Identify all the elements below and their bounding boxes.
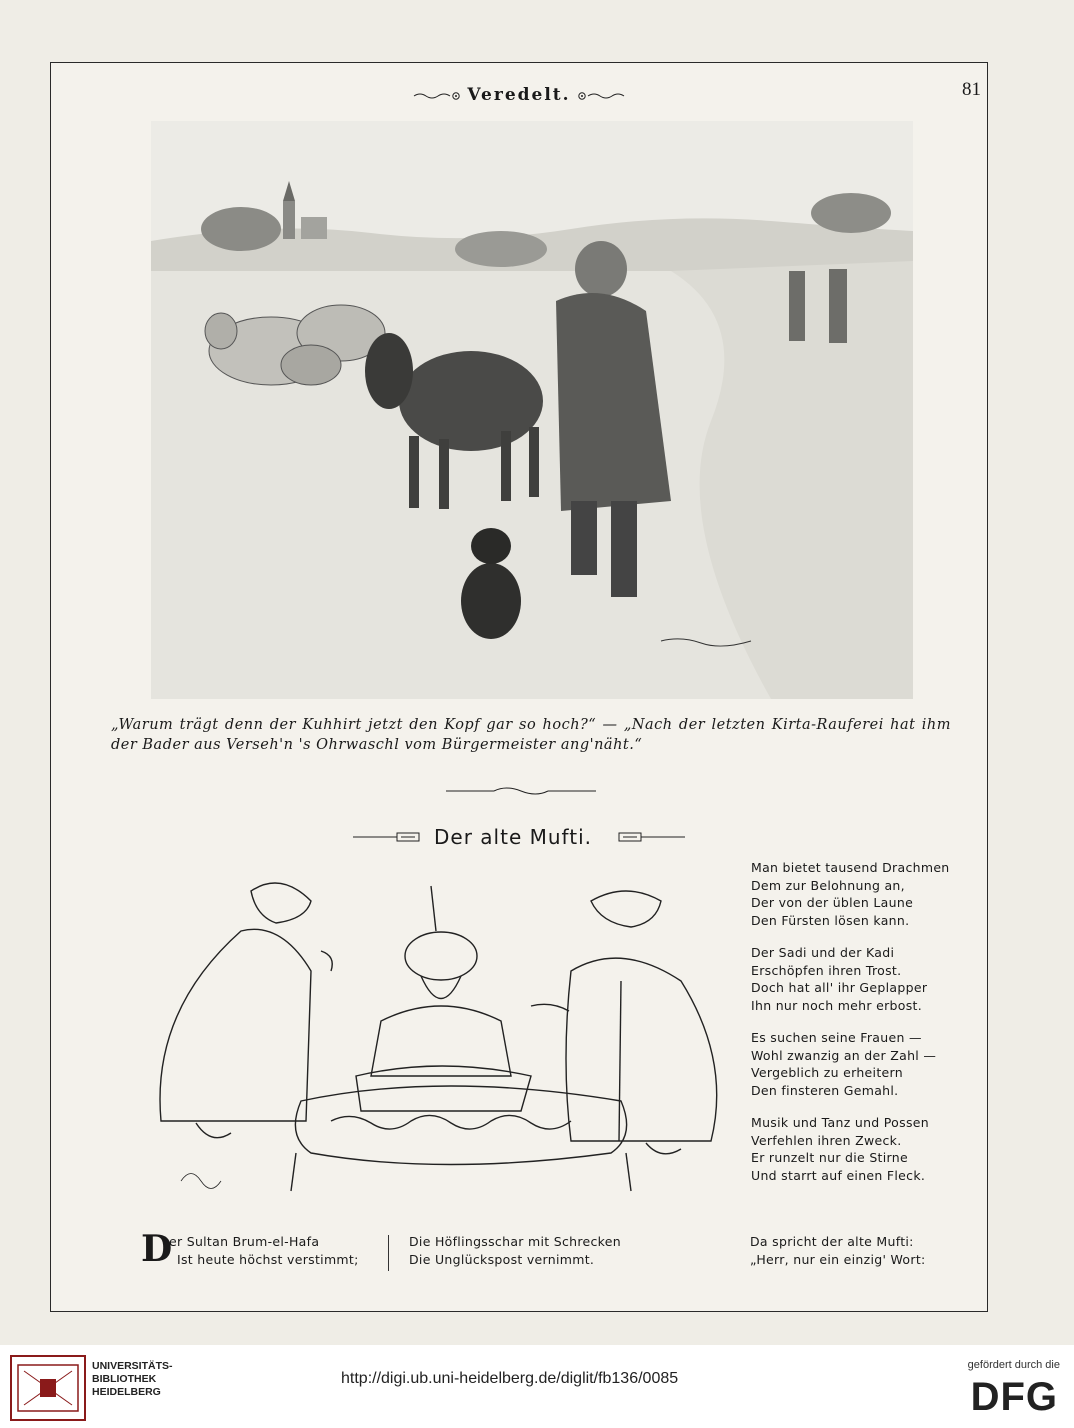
stanza: [751, 944, 971, 1014]
stanza: [751, 1029, 971, 1099]
column-line: „Herr, nur ein einzig' Wort:: [750, 1252, 926, 1267]
page-header: [51, 85, 987, 109]
cattle-herder-illustration: [151, 121, 913, 699]
stanza-line: Dem zur Belohnung an,: [751, 877, 905, 893]
column-separator: [388, 1235, 389, 1271]
poem-title: Der alte Mufti.: [434, 825, 592, 849]
library-name-line: HEIDELBERG: [92, 1386, 161, 1398]
page-frame: [50, 62, 988, 1312]
library-name-line: BIBLIOTHEK: [92, 1373, 157, 1385]
poem-bottom-columns: [141, 1228, 961, 1273]
stanza-line: Ihn nur noch mehr erbost.: [751, 997, 923, 1013]
stanza: [751, 859, 971, 929]
stanza-line: Und starrt auf einen Fleck.: [751, 1167, 926, 1183]
bottom-column-3: [750, 1233, 926, 1269]
poem-stanzas: [751, 859, 971, 1199]
sultan-court-illustration: [91, 861, 751, 1201]
stanza-line: Der von der üblen Laune: [751, 895, 914, 910]
stanza-line: Doch hat all' ihr Geplapper: [751, 980, 928, 995]
column-line: Ist heute höchst verstimmt;: [177, 1252, 359, 1267]
permalink-url[interactable]: http://digi.ub.uni-heidelberg.de/diglit/fb136/0085: [341, 1370, 679, 1387]
library-name: [92, 1360, 173, 1399]
stanza-line: Es suchen seine Frauen —: [751, 1030, 922, 1045]
stanza-line: Man bietet tausend Drachmen: [751, 860, 950, 875]
digitization-footer: [0, 1345, 1074, 1428]
illustration-caption: „Warum trägt denn der Kuhhirt jetzt den Kopf gar so hoch?“ — „Nach der letzten Kirta-Rauferei hat ihm der Bader aus Verseh'n 's Ohrwaschl vom Bürgermeister ang'näht.“: [111, 717, 951, 753]
stanza-line: Er runzelt nur die Stirne: [751, 1150, 908, 1165]
stanza-line: Der Sadi und der Kadi: [751, 945, 895, 960]
dfg-logo: DFG: [970, 1375, 1058, 1419]
funded-by-label: gefördert durch die: [967, 1359, 1060, 1371]
stanza-line: Den finsteren Gemahl.: [751, 1082, 899, 1098]
stanza-line: Erschöpfen ihren Trost.: [751, 962, 902, 978]
stanza-line: Den Fürsten lösen kann.: [751, 912, 910, 928]
title-ornament-right-icon: [615, 832, 685, 842]
column-line: Die Unglückspost vernimmt.: [409, 1252, 595, 1267]
drop-cap: D: [141, 1228, 173, 1270]
ornament-left-icon: [412, 91, 462, 101]
section-divider-icon: [446, 785, 596, 797]
column-line: Da spricht der alte Mufti:: [750, 1234, 914, 1249]
column-line: er Sultan Brum-el-Hafa: [169, 1234, 320, 1249]
ornament-right-icon: [576, 91, 626, 101]
column-line: Die Höflingsschar mit Schrecken: [409, 1234, 621, 1249]
stanza-line: Vergeblich zu erheitern: [751, 1065, 903, 1080]
page-title: Veredelt.: [467, 85, 571, 105]
stanza: [751, 1114, 971, 1184]
university-library-logo-icon: [10, 1355, 86, 1421]
title-ornament-left-icon: [353, 832, 423, 842]
library-name-line: UNIVERSITÄTS-: [92, 1360, 173, 1372]
stanza-line: Verfehlen ihren Zweck.: [751, 1132, 902, 1148]
page-number: 81: [962, 79, 981, 100]
stanza-line: Musik und Tanz und Possen: [751, 1115, 929, 1130]
bottom-column-2: [409, 1233, 621, 1269]
poem-title-row: [51, 825, 987, 851]
stanza-line: Wohl zwanzig an der Zahl —: [751, 1047, 937, 1063]
